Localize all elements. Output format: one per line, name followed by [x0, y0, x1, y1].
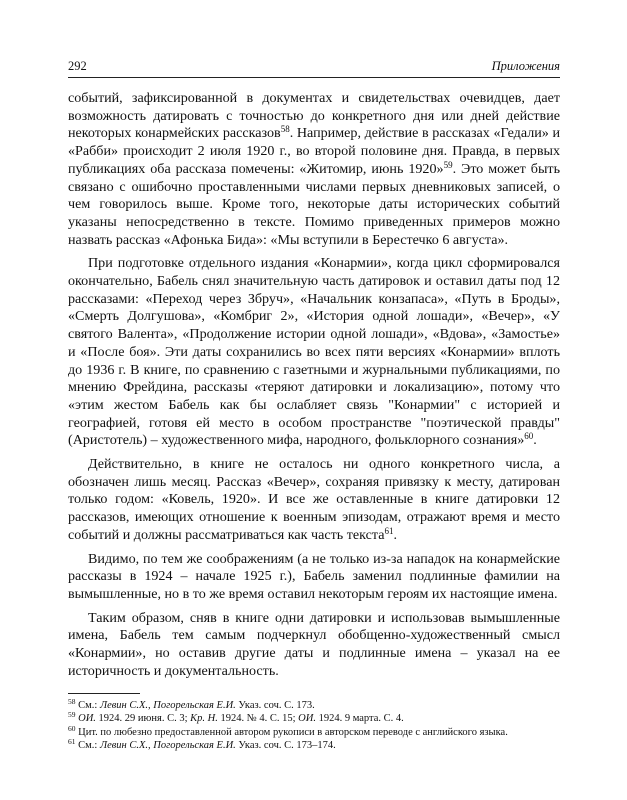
- body-text: [68, 90, 560, 681]
- footnotes: [68, 696, 560, 753]
- footnote-divider: [68, 693, 140, 694]
- footnote-ref: 61: [68, 737, 76, 747]
- text-run: См.:: [75, 740, 100, 752]
- footnote-ref: 60: [524, 431, 534, 442]
- text-run: 1924. 29 июня. С. 3;: [95, 713, 191, 725]
- footnote-ref: 61: [384, 525, 394, 536]
- text-run: 1924. 9 марта. С. 4.: [315, 713, 404, 725]
- text-run: См.:: [75, 699, 100, 711]
- italic-text: ОИ.: [78, 713, 96, 725]
- text-run: Таким образом, сняв в книге одни датировки и использовав вымышленные имена, Бабель тем самым подчеркнул обобщенно-художественный смысл «Конармии», но оставив другие даты и подлинные имена – указал на ее историчность и документальность.: [68, 609, 560, 679]
- text-run: .: [393, 526, 398, 543]
- footnote-ref: 59: [68, 710, 76, 720]
- italic-text: Кр. Н.: [190, 713, 218, 725]
- running-header: [68, 58, 560, 78]
- text-run: .: [533, 432, 537, 449]
- text-run: 1924. № 4. С. 15;: [217, 713, 299, 725]
- footnote-ref: 59: [443, 159, 453, 170]
- text-run: Действительно, в книге не осталось ни одного конкретного числа, а обозначен лишь месяц. Рассказ «Вечер», сохраняя привязку к месту, датирован только годом: «Ковель, 1920». И все же оставленные в книге датировки 12 рассказов, имеющих отношение к военным эпизодам, отражают время и место событий и должны рассматриваться как часть текста: [68, 456, 560, 543]
- text-run: Указ. соч. С. 173–174.: [235, 740, 336, 752]
- text-run: Указ. соч. С. 173.: [235, 699, 315, 711]
- footnote-60: [68, 723, 560, 740]
- text-run: Цит. по любезно предоставленной автором рукописи в авторском переводе с английского языка.: [75, 726, 508, 738]
- footnote-ref: 60: [68, 723, 76, 733]
- text-run: . Например, действие в рассказах «Гедали» и «Рабби» происходит 2 июля 1920 г., во второй половине дня. Правда, в первых публикациях оба рассказа помечены: «Житомир, июнь 1920»: [68, 125, 560, 177]
- footnote-58: [68, 696, 560, 713]
- footnote-59: [68, 712, 560, 726]
- text-run: событий, зафиксированной в документах и свидетельствах очевидцев, дает возможность датировать с точностью до конкретного дня или дней действие некоторых конармейских рассказов: [68, 90, 560, 142]
- footnote-ref: 58: [68, 696, 76, 706]
- text-run: . Это может быть связано с ошибочно проставленными числами первых дневниковых записей, о чем говорилось выше. Кроме того, некоторые даты исторических событий указаны непосредственно в тексте. Помимо приведенных примеров можно назвать рассказ «Афонька Бида»: «Мы вступили в Берестечко 6 августа».: [68, 160, 560, 248]
- italic-text: Левин С.Х., Погорельская Е.И.: [99, 699, 236, 711]
- paragraph: [68, 610, 560, 681]
- paragraph: [68, 456, 560, 545]
- italic-text: Левин С.Х., Погорельская Е.И.: [99, 740, 236, 752]
- paragraph: [68, 255, 560, 450]
- text-run: При подготовке отдельного издания «Конармии», когда цикл сформировался окончательно, Бабель снял значительную часть датировок и оставил даты под 12 рассказами: «Переход через Збруч», «Начальник конзапаса», «Путь в Броды», «Смерть Долгушова», «Комбриг 2», «История одной лошади», «Вечер», «У святого Валента», «Продолжение истории одной лошади», «Вдова», «Замостье» и «После боя». Эти даты сохранились во всех пяти версиях «Конармии» вплоть до 1936 г. В книге, по сравнению с газетными и журнальными публикациями, по мнению Фрейдина, рассказы «теряют датировки и локализацию», потому что «этим жестом Бабель как бы ослабляет связь "Конармии" с историей и географией, готовя ей место в особом пространстве "поэтической правды" (Аристотель) – художественного мифа, народного, фольклорного сознания»: [68, 255, 560, 449]
- paragraph: [68, 90, 560, 249]
- footnote-61: [68, 739, 560, 753]
- footnote-ref: 58: [280, 124, 290, 135]
- page-number: 292: [68, 59, 87, 73]
- text-run: Видимо, по тем же соображениям (а не только из-за нападок на конармейские рассказы в 1924 – начале 1925 г.), Бабель заменил подлинные фамилии на вымышленные, но в то же время оставил некоторым героям их настоящие имена.: [68, 550, 560, 602]
- document-page: [68, 58, 560, 753]
- running-title: Приложения: [491, 59, 560, 73]
- paragraph: [68, 551, 560, 604]
- italic-text: ОИ.: [298, 713, 316, 725]
